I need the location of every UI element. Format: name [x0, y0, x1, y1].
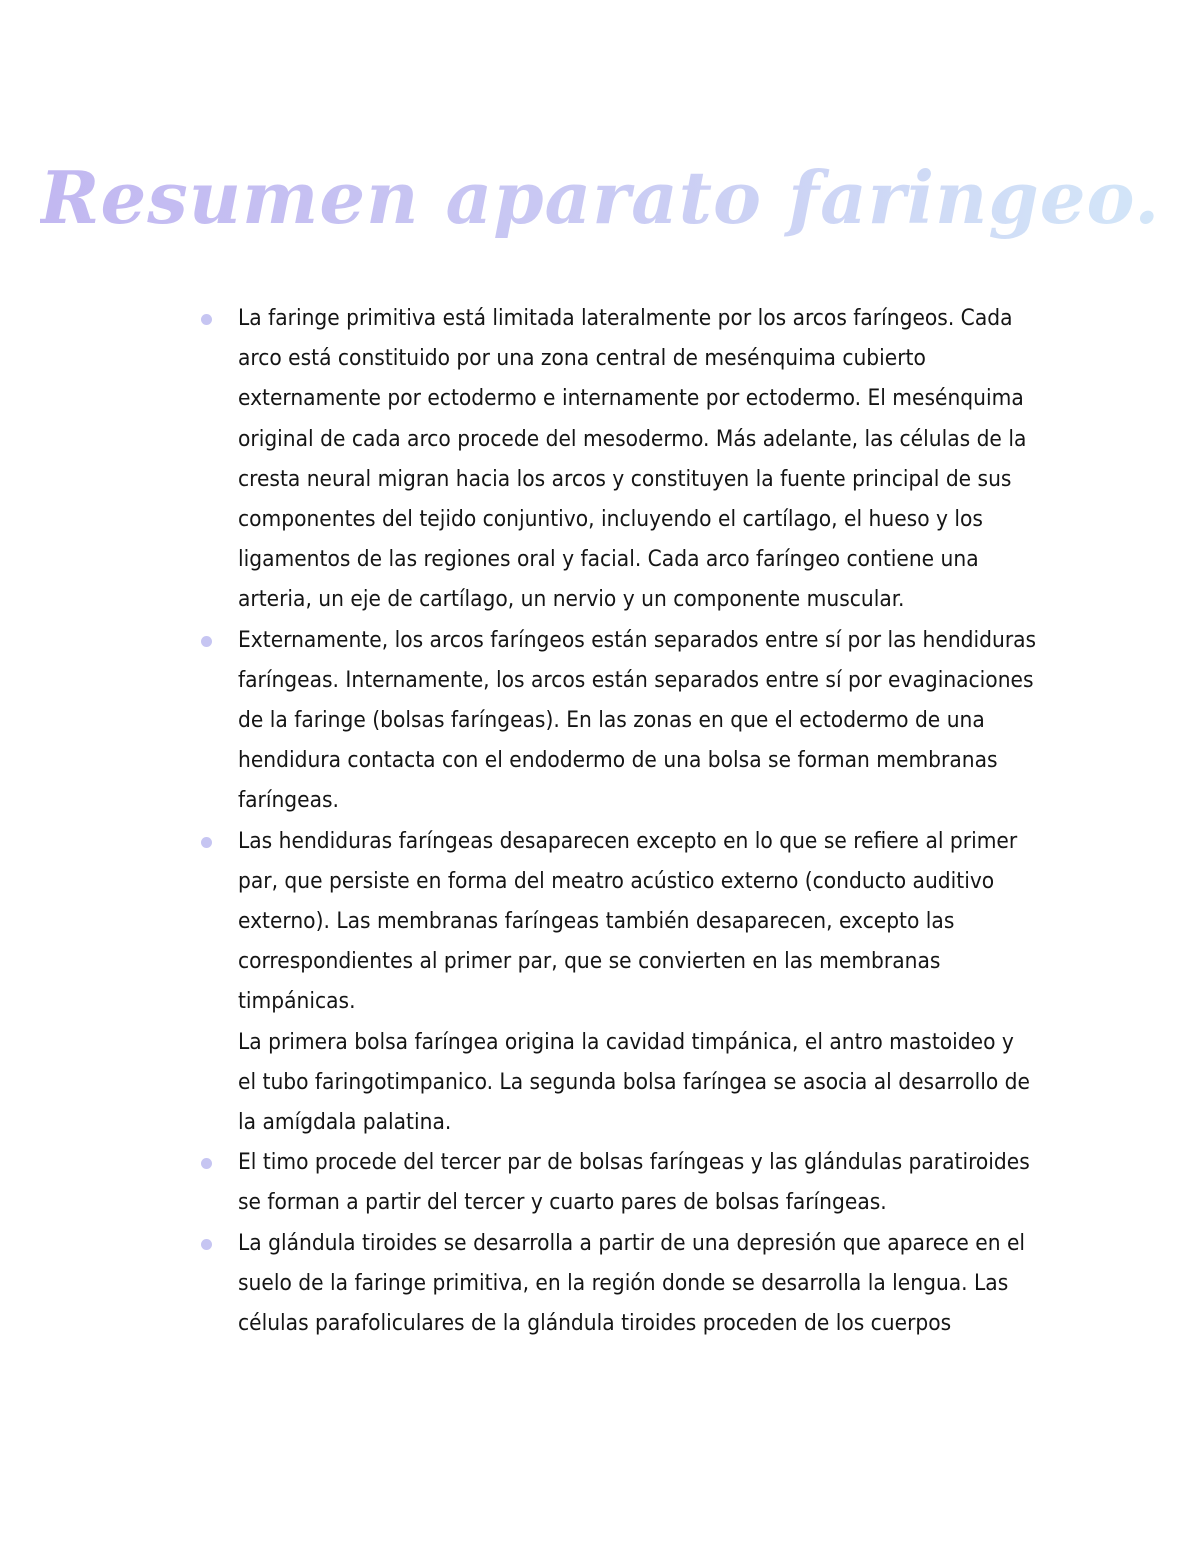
document-title — [0, 150, 1200, 246]
bullet-item-4 — [238, 1142, 1038, 1222]
bullet-dot-icon — [201, 1158, 212, 1169]
bullet-item-5 — [238, 1223, 1038, 1344]
document-title-text: Resumen aparato faringeo. — [39, 155, 1161, 240]
bullet-dot-icon — [201, 1239, 212, 1250]
bullet-paragraph: La glándula tiroides se desarrolla a partir de una depresión que aparece en el suelo de la faringe primitiva, en la región donde se desarrolla la lengua. Las células parafoliculares de la glándula tiroides proceden de los cuerpos — [238, 1229, 1026, 1337]
bullet-item-1 — [238, 298, 1038, 620]
bullet-paragraph: El timo procede del tercer par de bolsas faríngeas y las glándulas paratiroides se forman a partir del tercer y cuarto pares de bolsas faríngeas. — [238, 1149, 1030, 1216]
bullet-dot-icon — [201, 837, 212, 848]
bullet-item-3 — [238, 821, 1038, 1143]
bullet-dot-icon — [201, 636, 212, 647]
bullet-paragraph: Las hendiduras faríngeas desaparecen excepto en lo que se refiere al primer par, que persiste en forma del meatro acústico externo (conducto auditivo externo). Las membranas faríngeas también desaparecen, excepto las correspondientes al primer par, que se convierten en las membranas timpánicas. — [238, 827, 1018, 1015]
bullet-list — [238, 298, 1038, 1343]
bullet-dot-icon — [201, 314, 212, 325]
bullet-paragraph: Externamente, los arcos faríngeos están separados entre sí por las hendiduras faríngeas. Internamente, los arcos están separados entre sí por evaginaciones de la faringe (bolsas faríngeas). En las zonas en que el ectodermo de una hendidura contacta con el endodermo de una bolsa se forman membranas faríngeas. — [238, 626, 1037, 814]
bullet-item-2 — [238, 620, 1038, 821]
bullet-paragraph: La faringe primitiva está limitada lateralmente por los arcos faríngeos. Cada arco está constituido por una zona central de mesénquima cubierto externamente por ectodermo e internamente por ectodermo. El mesénquima original de cada arco procede del mesodermo. Más adelante, las células de la cresta neural migran hacia los arcos y constituyen la fuente principal de sus componentes del tejido conjuntivo, incluyendo el cartílago, el hueso y los ligamentos de las regiones oral y facial. Cada arco faríngeo contiene una arteria, un eje de cartílago, un nervio y un componente muscular. — [238, 305, 1027, 613]
bullet-paragraph-continuation: La primera bolsa faríngea origina la cavidad timpánica, el antro mastoideo y el tubo faringotimpanico. La segunda bolsa faríngea se asocia al desarrollo de la amígdala palatina. — [238, 1028, 1030, 1136]
